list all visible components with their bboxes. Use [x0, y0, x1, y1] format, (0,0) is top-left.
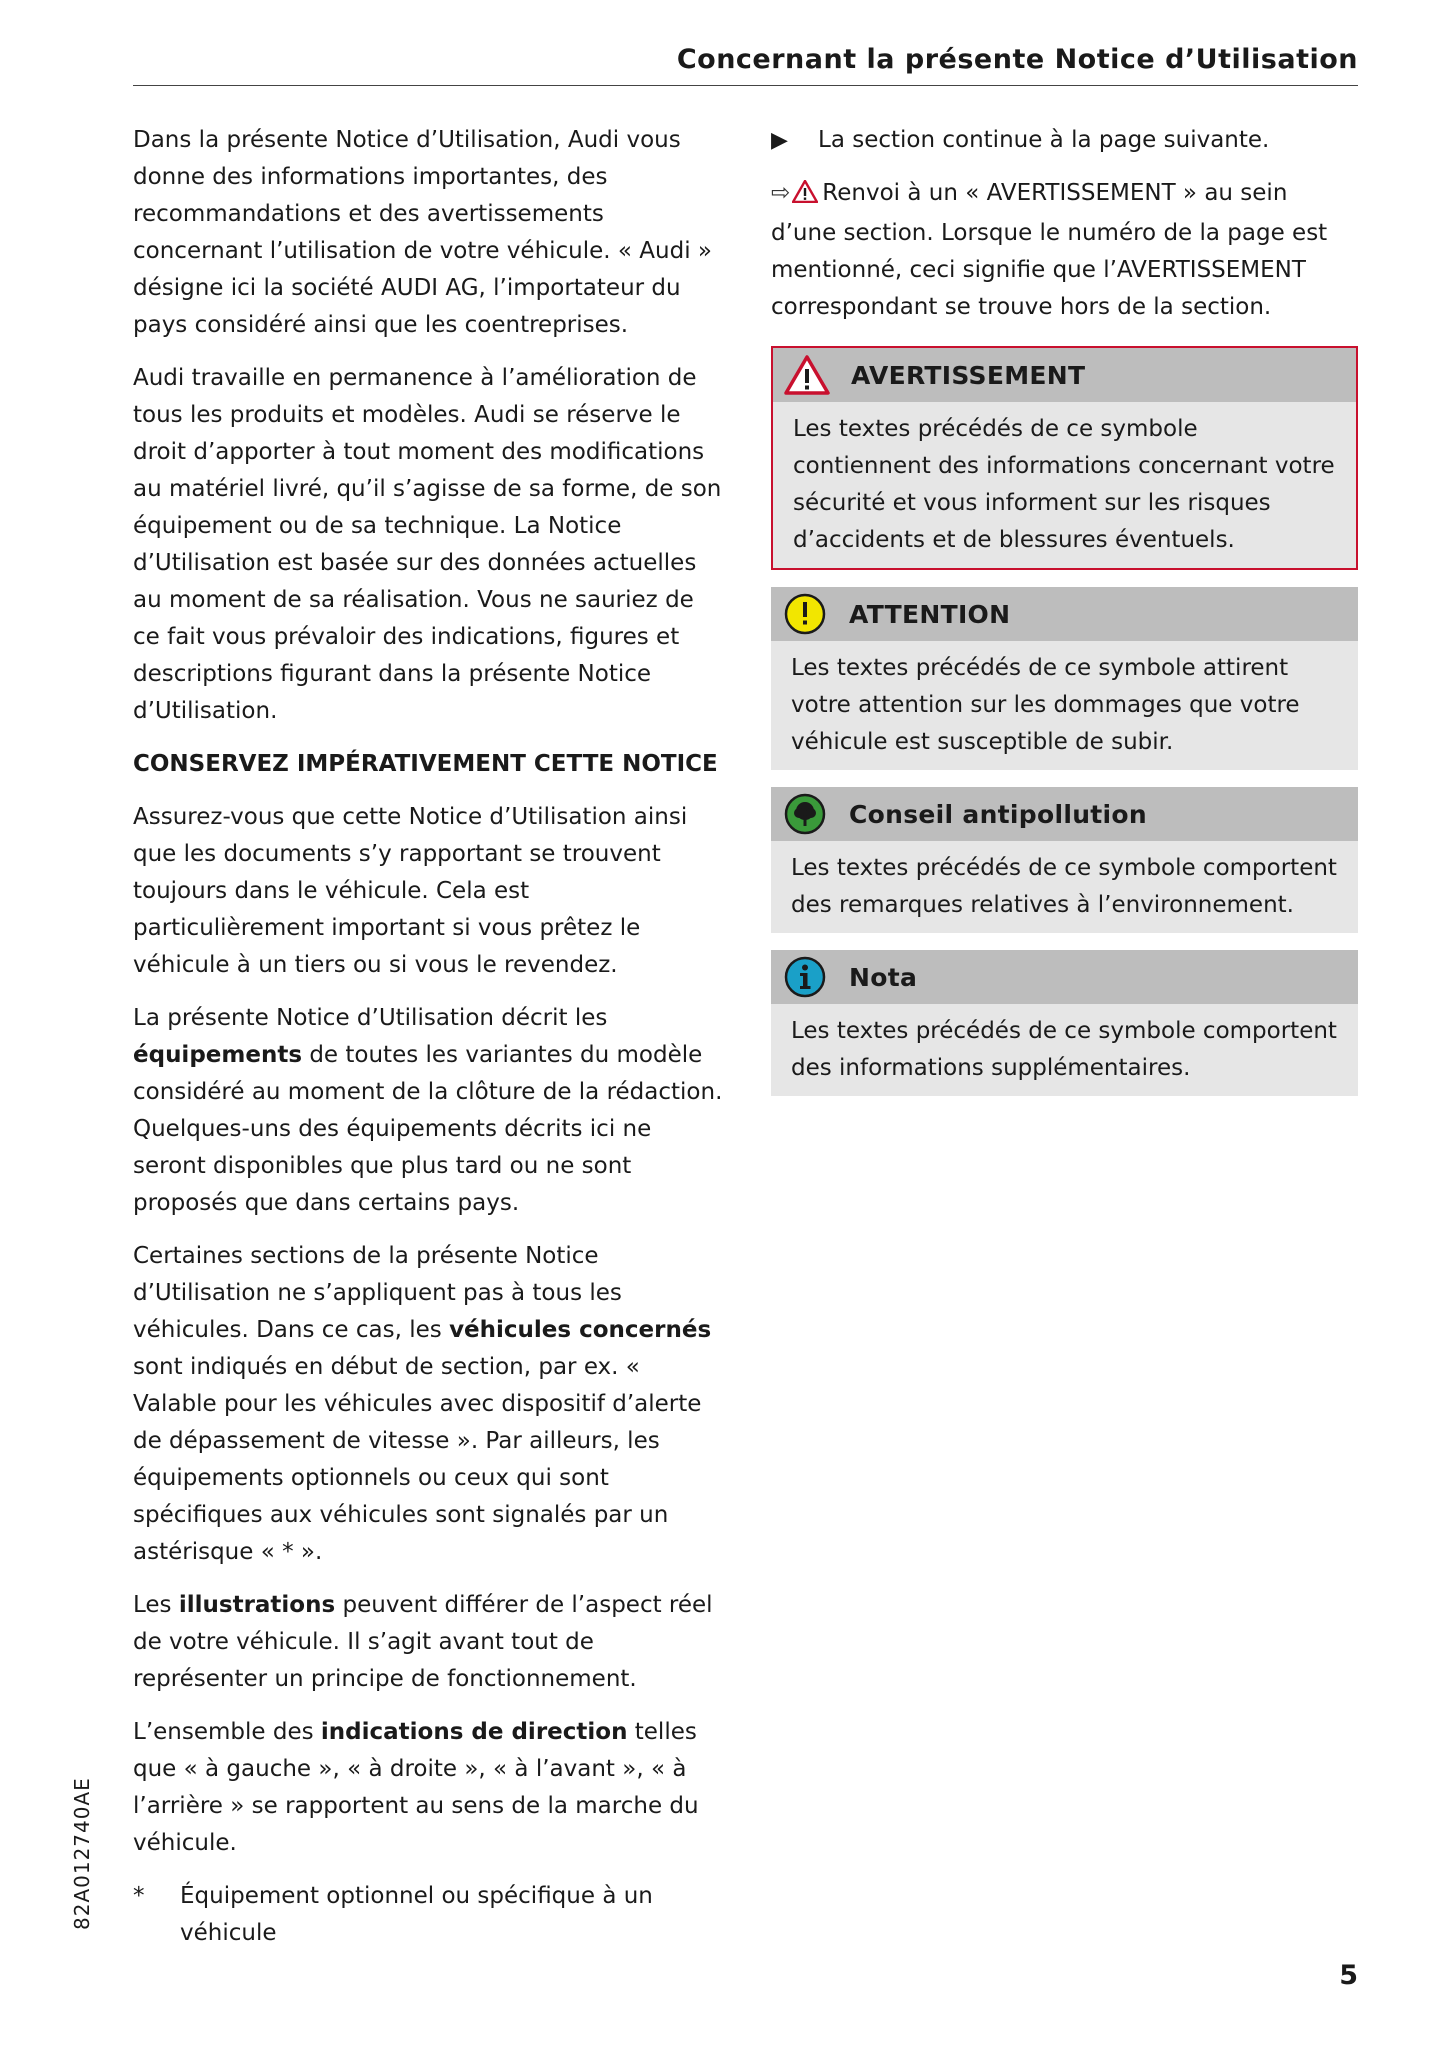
section-heading-keep-manual: CONSERVEZ IMPÉRATIVEMENT CETTE NOTICE [133, 751, 718, 777]
warning-box-title: AVERTISSEMENT [851, 360, 1086, 390]
paragraph-keep-documents: Assurez-vous que cette Notice d’Utilisation ainsi que les documents s’y rapportant se trouvent toujours dans le véhicule. Cela est particulièrement important si vous prêtez le véhicule à un tiers ou si vous le revendez. [133, 804, 688, 978]
left-column [133, 122, 727, 1952]
continue-note [771, 122, 1358, 159]
paragraph-illustrations [133, 1587, 727, 1698]
paragraph-improvement: Audi travaille en permanence à l’amélioration de tous les produits et modèles. Audi se réserve le droit d’apporter à tout moment des modifications au matériel livré, qu’il s’agisse de sa forme, de son équipement ou de sa technique. La Notice d’Utilisation est basée sur des données actuelles au moment de sa réalisation. Vous ne sauriez de ce fait vous prévaloir des indications, figures et descriptions figurant dans la présente Notice d’Utilisation. [133, 365, 722, 724]
paragraph-vehicles-concerned [133, 1238, 727, 1571]
footnote-text: Équipement optionnel ou spécifique à un véhicule [180, 1883, 653, 1946]
paragraph-directions [133, 1714, 727, 1862]
text-run: Certaines sections de la présente Notice d’Utilisation ne s’appliquent pas à tous les véhicules. Dans ce cas, les [133, 1243, 622, 1343]
attention-box-header [771, 587, 1358, 641]
continue-text: La section continue à la page suivante. [818, 127, 1270, 153]
document-code: 82A012740AE [70, 1777, 94, 1930]
attention-box-title: ATTENTION [849, 599, 1011, 629]
footnote-asterisk [133, 1878, 727, 1952]
bold-term-equipment: équipements [133, 1042, 303, 1068]
header-divider [133, 85, 1358, 86]
asterisk-mark: * [133, 1883, 145, 1909]
play-triangle-icon: ▶ [771, 128, 788, 153]
warning-box-header [773, 348, 1356, 402]
note-box-header [771, 950, 1358, 1004]
warning-triangle-icon [783, 353, 831, 397]
exclamation-circle-icon [781, 592, 829, 636]
page-number: 5 [1339, 1960, 1358, 1991]
attention-box [771, 587, 1358, 770]
note-box-title: Nota [849, 962, 918, 992]
text-run: sont indiqués en début de section, par ex. « Valable pour les véhicules avec dispositif d’alerte de dépassement de vitesse ». Par ailleurs, les équipements optionnels ou ceux qui sont spécifiques aux véhicules sont signalés par un astérisque « * ». [133, 1354, 702, 1565]
environment-box-title: Conseil antipollution [849, 799, 1147, 829]
reference-text: Renvoi à un « AVERTISSEMENT » au sein d’une section. Lorsque le numéro de la page est mentionné, ceci signifie que l’AVERTISSEMENT correspondant se trouve hors de la section. [771, 180, 1328, 320]
note-box-body: Les textes précédés de ce symbole comportent des informations supplémentaires. [771, 1004, 1358, 1096]
text-run: telles que « à gauche », « à droite », « à l’avant », « à l’arrière » se rapportent au sens de la marche du véhicule. [133, 1719, 699, 1856]
note-box [771, 950, 1358, 1096]
bold-term-illustrations: illustrations [178, 1592, 336, 1618]
attention-box-body: Les textes précédés de ce symbole attirent votre attention sur les dommages que votre véhicule est susceptible de subir. [771, 641, 1358, 770]
environment-box-header [771, 787, 1358, 841]
warning-reference-note [771, 175, 1358, 326]
tree-icon [781, 792, 829, 836]
warning-box-body: Les textes précédés de ce symbole contiennent des informations concernant votre sécurité et vous informent sur les risques d’accidents et de blessures éventuels. [773, 402, 1356, 568]
page-header-title: Concernant la présente Notice d’Utilisation [676, 44, 1358, 75]
text-run: peuvent différer de l’aspect réel de votre véhicule. Il s’agit avant tout de représenter un principe de fonctionnement. [133, 1592, 713, 1692]
text-run: La présente Notice d’Utilisation décrit les [133, 1005, 608, 1031]
warning-box [771, 346, 1358, 570]
bold-term-vehicles: véhicules concernés [449, 1317, 712, 1343]
paragraph-intro: Dans la présente Notice d’Utilisation, Audi vous donne des informations importantes, des recommandations et des avertissements concernant l’utilisation de votre véhicule. « Audi » désigne ici la société AUDI AG, l’importateur du pays considéré ainsi que les coentreprises. [133, 127, 712, 338]
text-run: L’ensemble des [133, 1719, 321, 1745]
text-run: de toutes les variantes du modèle considéré au moment de la clôture de la rédaction. Quelques-uns des équipements décrits ici ne seront disponibles que plus tard ou ne sont proposés que dans certains pays. [133, 1042, 723, 1216]
warning-triangle-icon [792, 178, 818, 215]
text-run: Les [133, 1592, 179, 1618]
arrow-right-icon: ⇨ [771, 180, 791, 206]
info-icon [781, 955, 829, 999]
right-column [771, 122, 1358, 1113]
environment-box-body: Les textes précédés de ce symbole comportent des remarques relatives à l’environnement. [771, 841, 1358, 933]
environment-box [771, 787, 1358, 933]
bold-term-directions: indications de direction [320, 1719, 628, 1745]
paragraph-equipment [133, 1000, 727, 1222]
